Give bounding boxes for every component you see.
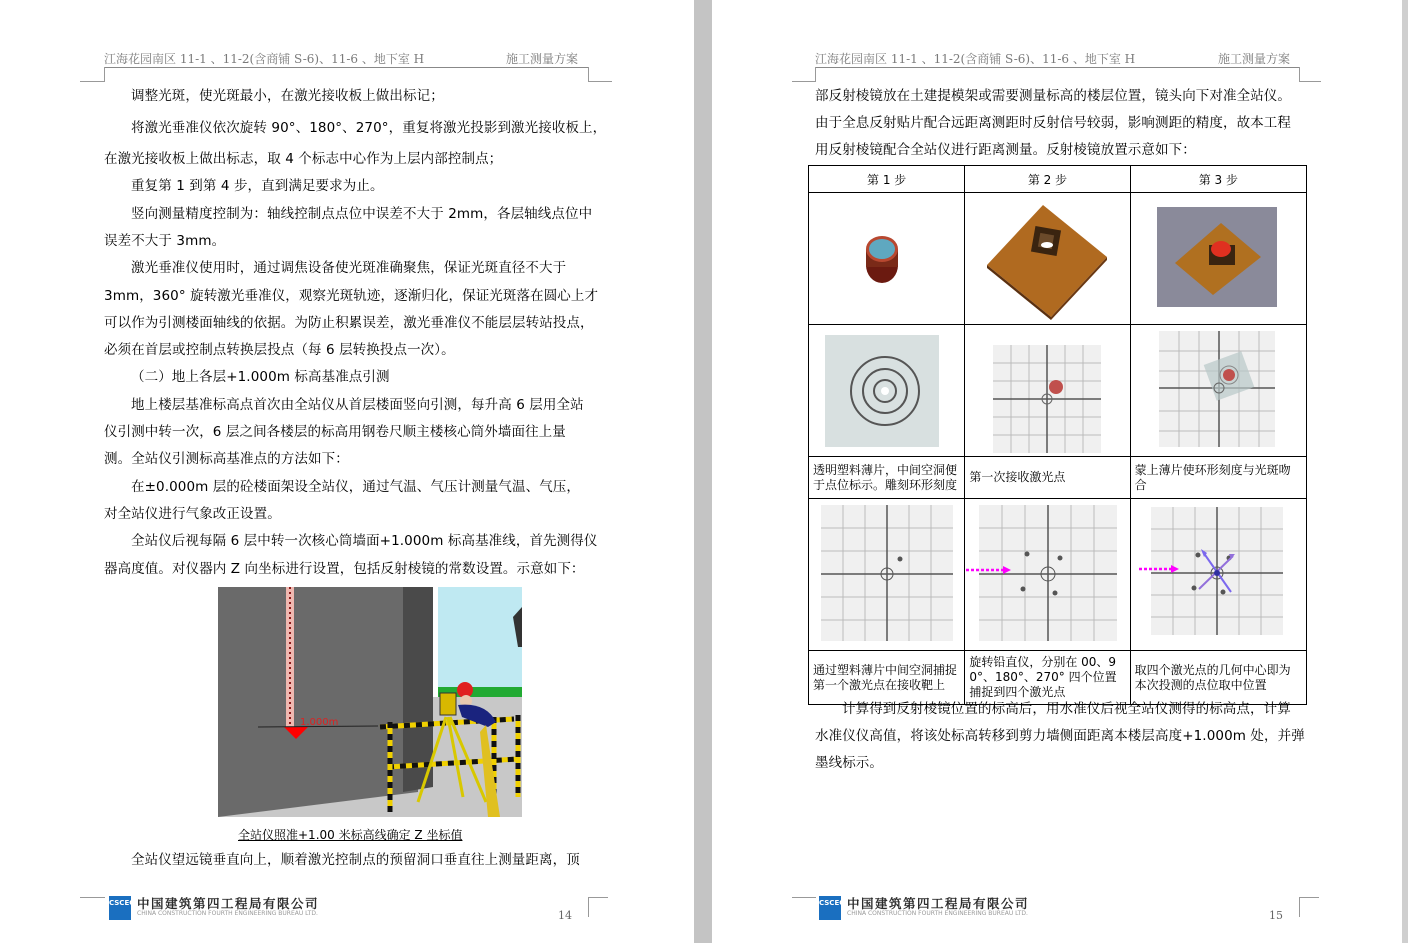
page-header <box>104 50 578 68</box>
grid-laser-point-icon <box>965 325 1130 453</box>
step-3-header: 第 3 步 <box>1130 166 1306 193</box>
grid-four-points-icon <box>965 499 1130 647</box>
section-heading: （二）地上各层+1.000m 标高基准点引测 <box>131 369 390 385</box>
paragraph: 器高度值。对仪器内 Z 向坐标进行设置，包括反射棱镜的常数设置。示意如下： <box>104 561 585 577</box>
board-with-prism-icon <box>1131 193 1307 321</box>
crop-mark <box>815 67 816 81</box>
paragraph: 对全站仪进行气象改正设置。 <box>104 506 281 522</box>
wood-board-icon <box>965 193 1130 321</box>
capture-first-point-cell <box>809 499 965 651</box>
paragraph: 竖向测量精度控制为：轴线控制点点位中误差不大于 2mm，各层轴线点位中 <box>131 206 593 222</box>
paragraph: 在±0.000m 层的砼楼面架设全站仪，通过气温、气压计测量气温、气压， <box>131 479 580 495</box>
step-2-description-2: 旋转铅直仪，分别在 00、90°、180°、270° 四个位置捕捉到四个激光点 <box>965 651 1130 705</box>
paragraph: 调整光斑，使光斑最小，在激光接收板上做出标记； <box>131 88 444 104</box>
step-3-description: 蒙上薄片使环形刻度与光斑吻合 <box>1130 457 1306 499</box>
paragraph: 计算得到反射棱镜位置的标高后，用水准仪后视全站仪测得的标高点，计算 <box>842 701 1291 717</box>
paragraph: 水准仪仪高值，将该处标高转移到剪力墙侧面距离本楼层高度+1.000m 处，并弹 <box>815 728 1305 744</box>
crop-mark <box>588 897 608 898</box>
total-station-illustration <box>218 587 522 817</box>
page-gutter <box>694 0 712 943</box>
header-rule <box>104 67 588 68</box>
step-2-header: 第 2 步 <box>965 166 1130 193</box>
four-points-cell <box>965 499 1130 651</box>
svg-text:1.000m: 1.000m <box>300 717 339 728</box>
crop-mark <box>588 67 589 81</box>
paragraph: 3mm，360° 旋转激光垂准仪，观察光斑轨迹，逐渐归化，保证光斑落在圆心上才 <box>104 288 599 304</box>
paragraph: 可以作为引测楼面轴线的依据。为防止积累误差，激光垂准仪不能层层转站投点， <box>104 315 594 331</box>
crop-mark <box>792 897 816 898</box>
step-3-description-2: 取四个激光点的几何中心即为本次投测的点位取中位置 <box>1130 651 1306 705</box>
crop-mark <box>1299 81 1321 82</box>
prism-placement-table <box>808 165 1307 705</box>
header-project: 江海花园南区 11-1 、11-2(含商铺 S-6)、11-6 、地下室 H <box>104 52 425 66</box>
step-1-description-2: 通过塑料薄片中间空洞捕捉第一个激光点在接收靶上 <box>809 651 965 705</box>
board-with-prism-cell <box>1130 193 1306 325</box>
crop-mark <box>80 897 105 898</box>
page-number: 15 <box>1269 909 1283 922</box>
window-edge <box>1402 0 1408 943</box>
figure-caption: 全站仪照准+1.00 米标高线确定 Z 坐标值 <box>238 828 463 842</box>
paragraph: 由于全息反射贴片配合远距离测距时反射信号较弱，影响测距的精度，故本工程 <box>815 115 1291 131</box>
header-doc-title: 施工测量方案 <box>1217 52 1290 66</box>
document-page-14 <box>0 0 694 943</box>
company-name-en: CHINA CONSTRUCTION FOURTH ENGINEERING BUREAU LTD. <box>137 910 318 917</box>
company-name-cn: 中国建筑第四工程局有限公司 <box>847 896 1030 911</box>
company-name-en: CHINA CONSTRUCTION FOURTH ENGINEERING BUREAU LTD. <box>847 910 1028 917</box>
paragraph: 仪引测中转一次，6 层之间各楼层的标高用钢卷尺顺主楼核心筒外墙面往上量 <box>104 424 566 440</box>
first-laser-point-cell <box>965 325 1130 457</box>
ring-film-cell <box>809 325 965 457</box>
paragraph: 墨线标示。 <box>815 755 883 771</box>
crop-mark <box>1299 897 1300 917</box>
page-number: 14 <box>558 909 572 922</box>
page-header <box>815 50 1290 68</box>
ring-scale-film-icon <box>809 325 965 453</box>
wood-board-cell <box>965 193 1130 325</box>
step-1-description: 透明塑料薄片，中间空洞便于点位标示。雕刻环形刻度 <box>809 457 965 499</box>
crop-mark <box>104 67 105 81</box>
paragraph: 全站仪后视每隔 6 层中转一次核心筒墙面+1.000m 标高基准线，首先测得仪 <box>131 533 598 549</box>
grid-ring-match-icon <box>1131 325 1307 453</box>
prism-icon <box>809 193 965 321</box>
paragraph: 全站仪望远镜垂直向上，顺着激光控制点的预留洞口垂直往上测量距离，顶 <box>131 852 580 868</box>
paragraph: 测。全站仪引测标高基准点的方法如下： <box>104 451 349 467</box>
crop-mark <box>80 81 105 82</box>
crop-mark <box>588 81 612 82</box>
company-name-cn: 中国建筑第四工程局有限公司 <box>137 896 320 911</box>
step-2-description: 第一次接收激光点 <box>965 457 1130 499</box>
prism-image-cell <box>809 193 965 325</box>
crop-mark <box>588 897 589 917</box>
paragraph: 重复第 1 到第 4 步，直到满足要求为止。 <box>131 178 384 194</box>
paragraph: 误差不大于 3mm。 <box>104 233 226 249</box>
grid-geometric-center-icon <box>1131 499 1307 647</box>
paragraph: 地上楼层基准标高点首次由全站仪从首层楼面竖向引测，每升高 6 层用全站 <box>131 397 584 413</box>
document-page-15 <box>712 0 1402 943</box>
ring-match-cell <box>1130 325 1306 457</box>
grid-first-point-icon <box>809 499 965 647</box>
paragraph: 部反射棱镜放在土建提模架或需要测量标高的楼层位置，镜头向下对准全站仪。 <box>815 88 1291 104</box>
header-rule <box>815 67 1299 68</box>
cscec-logo-icon: CSCEC <box>819 896 841 920</box>
paragraph: 激光垂准仪使用时，通过调焦设备使光斑准确聚焦，保证光斑直径不大于 <box>131 260 567 276</box>
paragraph: 必须在首层或控制点转换层投点（每 6 层转换投点一次）。 <box>104 342 455 358</box>
geometric-center-cell <box>1130 499 1306 651</box>
paragraph: 将激光垂准仪依次旋转 90°、180°、270°，重复将激光投影到激光接收板上， <box>131 120 607 136</box>
total-station-figure <box>218 587 522 817</box>
header-doc-title: 施工测量方案 <box>505 52 578 66</box>
paragraph: 在激光接收板上做出标志，取 4 个标志中心作为上层内部控制点； <box>104 151 503 167</box>
step-1-header: 第 1 步 <box>809 166 965 193</box>
crop-mark <box>1299 67 1300 81</box>
crop-mark <box>792 81 816 82</box>
paragraph: 用反射棱镜配合全站仪进行距离测量。反射棱镜放置示意如下： <box>815 142 1196 158</box>
header-project: 江海花园南区 11-1 、11-2(含商铺 S-6)、11-6 、地下室 H <box>815 52 1136 66</box>
cscec-logo-icon: CSCEC <box>109 896 131 920</box>
crop-mark <box>1299 897 1319 898</box>
